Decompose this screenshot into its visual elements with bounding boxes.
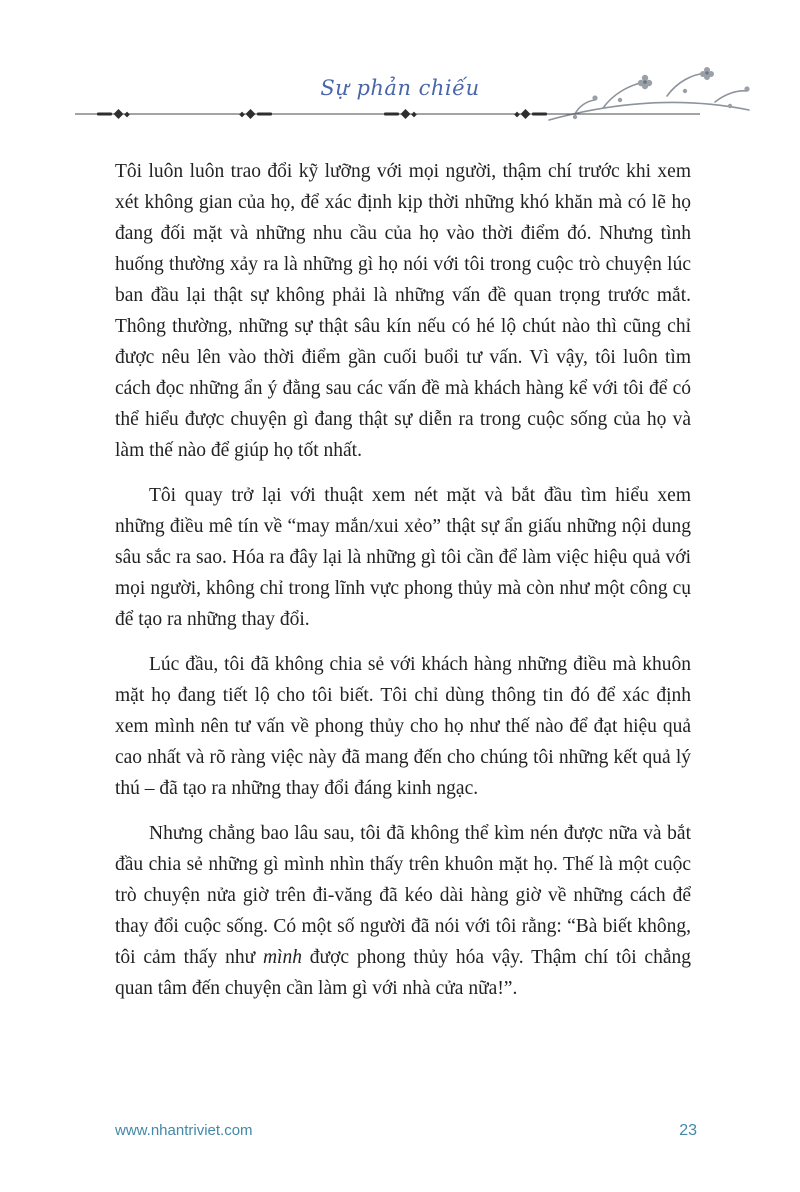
- page-footer: [115, 1122, 697, 1140]
- paragraph-1: Tôi luôn luôn trao đổi kỹ lưỡng với mọi người, thậm chí trước khi xem xét không gian của họ, để xác định kịp thời những khó khăn mà có lẽ họ đang đối mặt và những nhu cầu của họ vào thời điểm đó. Nhưng tình huống thường xảy ra là những gì họ nói với tôi trong cuộc trò chuyện lúc ban đầu lại thật sự không phải là những vấn đề quan trọng trước mắt. Thông thường, những sự thật sâu kín nếu có hé lộ chút nào thì cũng chỉ được nêu lên vào thời điểm gần cuối buổi tư vấn. Vì vậy, tôi luôn tìm cách đọc những ẩn ý đằng sau các vấn đề mà khách hàng kể với tôi để có thể hiểu được chuyện gì đang thật sự diễn ra trong cuộc sống của họ và làm thế nào để giúp họ tốt nhất.: [115, 161, 691, 461]
- website-url: www.nhantriviet.com: [115, 1122, 253, 1139]
- paragraph-3: Lúc đầu, tôi đã không chia sẻ với khách hàng những điều mà khuôn mặt họ đang tiết lộ cho tôi biết. Tôi chỉ dùng thông tin đó để xác định xem mình nên tư vấn về phong thủy cho họ như thế nào để đạt hiệu quả cao nhất và rõ ràng việc này đã mang đến cho chúng tôi những kết quả lý thú – đã tạo ra những thay đổi đáng kinh ngạc.: [115, 654, 691, 799]
- text-run: được phong thủy hóa vậy. Thậm chí tôi chẳng quan tâm đến chuyện cần làm gì với nhà cửa nữa!”.: [115, 947, 691, 999]
- paragraph-4: [115, 818, 691, 1004]
- divider-ornament-icon: [384, 111, 416, 118]
- ornamental-divider: [75, 106, 700, 122]
- divider-ornament-icon: [515, 111, 547, 118]
- paragraph-2: Tôi quay trở lại với thuật xem nét mặt và bắt đầu tìm hiểu xem những điều mê tín về “may mắn/xui xẻo” thật sự ẩn giấu những nội dung sâu sắc ra sao. Hóa ra đây lại là những gì tôi cần để làm việc hiệu quả với mọi người, không chỉ trong lĩnh vực phong thủy mà còn như một công cụ để tạo ra những thay đổi.: [115, 485, 691, 630]
- divider-ornament-icon: [240, 111, 272, 118]
- text-run: Nhưng chẳng bao lâu sau, tôi đã không thể kìm nén được nữa và bắt đầu chia sẻ những gì mình nhìn thấy trên khuôn mặt họ. Thế là một cuộc trò chuyện nửa giờ trên đi-văng đã kéo dài hàng giờ về những cách để thay đổi cuộc sống. Có một số người đã nói với tôi rằng: “Bà biết không, tôi cảm thấy như: [115, 823, 691, 968]
- page-number: 23: [679, 1122, 697, 1139]
- italic-text-run: mình: [262, 947, 302, 968]
- body-text: [115, 156, 691, 1018]
- chapter-title: Sự phản chiếu: [320, 76, 480, 100]
- divider-ornament-icon: [97, 111, 129, 118]
